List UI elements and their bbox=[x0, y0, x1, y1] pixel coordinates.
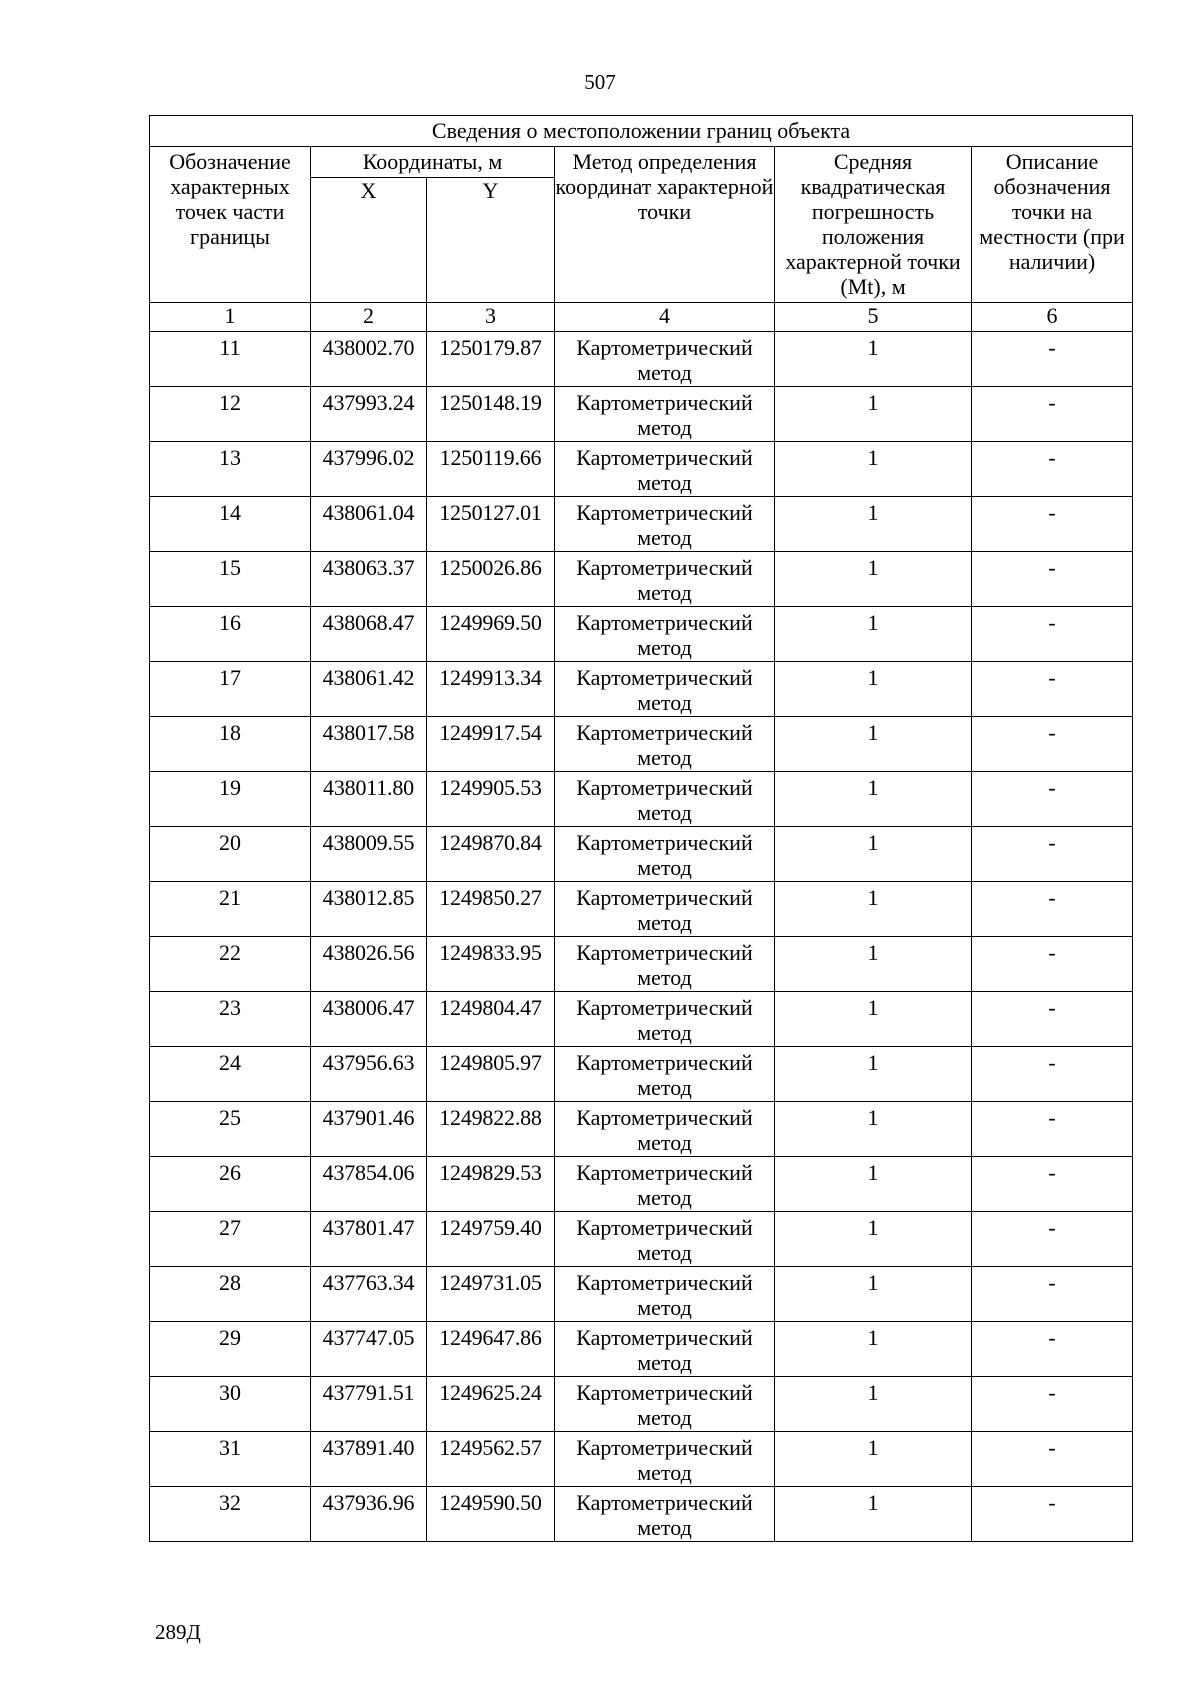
cell-description: - bbox=[972, 1377, 1133, 1432]
cell-y: 1250179.87 bbox=[427, 332, 555, 387]
cell-description: - bbox=[972, 1267, 1133, 1322]
cell-method: Картометрический метод bbox=[555, 717, 775, 772]
table-row bbox=[150, 1212, 1133, 1267]
cell-y: 1249833.95 bbox=[427, 937, 555, 992]
cell-description: - bbox=[972, 607, 1133, 662]
cell-method: Картометрический метод bbox=[555, 1212, 775, 1267]
cell-description: - bbox=[972, 1102, 1133, 1157]
cell-description: - bbox=[972, 937, 1133, 992]
cell-y: 1249647.86 bbox=[427, 1322, 555, 1377]
cell-method: Картометрический метод bbox=[555, 1322, 775, 1377]
cell-y: 1249850.27 bbox=[427, 882, 555, 937]
cell-point: 18 bbox=[150, 717, 311, 772]
cell-error: 1 bbox=[775, 1377, 972, 1432]
cell-y: 1249759.40 bbox=[427, 1212, 555, 1267]
cell-error: 1 bbox=[775, 607, 972, 662]
cell-method: Картометрический метод bbox=[555, 442, 775, 497]
cell-x: 437763.34 bbox=[311, 1267, 427, 1322]
table-row bbox=[150, 1267, 1133, 1322]
cell-error: 1 bbox=[775, 1047, 972, 1102]
cell-point: 17 bbox=[150, 662, 311, 717]
cell-x: 438063.37 bbox=[311, 552, 427, 607]
table-row bbox=[150, 497, 1133, 552]
table-row bbox=[150, 882, 1133, 937]
cell-description: - bbox=[972, 332, 1133, 387]
cell-error: 1 bbox=[775, 497, 972, 552]
cell-description: - bbox=[972, 552, 1133, 607]
cell-point: 12 bbox=[150, 387, 311, 442]
cell-y: 1249905.53 bbox=[427, 772, 555, 827]
cell-method: Картометрический метод bbox=[555, 1157, 775, 1212]
cell-method: Картометрический метод bbox=[555, 1432, 775, 1487]
table-row bbox=[150, 1377, 1133, 1432]
cell-description: - bbox=[972, 387, 1133, 442]
cell-y: 1249913.34 bbox=[427, 662, 555, 717]
cell-point: 11 bbox=[150, 332, 311, 387]
page-number: 507 bbox=[584, 70, 616, 94]
table-row bbox=[150, 552, 1133, 607]
cell-y: 1249870.84 bbox=[427, 827, 555, 882]
cell-error: 1 bbox=[775, 332, 972, 387]
cell-y: 1250148.19 bbox=[427, 387, 555, 442]
table-row bbox=[150, 992, 1133, 1047]
cell-x: 438009.55 bbox=[311, 827, 427, 882]
header-method: Метод определения координат характерной точки bbox=[555, 147, 775, 303]
cell-x: 437901.46 bbox=[311, 1102, 427, 1157]
header-point: Обозначение характерных точек части границы bbox=[150, 147, 311, 303]
cell-method: Картометрический метод bbox=[555, 497, 775, 552]
cell-x: 438061.42 bbox=[311, 662, 427, 717]
cell-error: 1 bbox=[775, 992, 972, 1047]
cell-x: 438002.70 bbox=[311, 332, 427, 387]
cell-y: 1249562.57 bbox=[427, 1432, 555, 1487]
table-caption: Сведения о местоположении границ объекта bbox=[150, 116, 1133, 147]
cell-point: 25 bbox=[150, 1102, 311, 1157]
cell-x: 438006.47 bbox=[311, 992, 427, 1047]
cell-error: 1 bbox=[775, 937, 972, 992]
table-row bbox=[150, 772, 1133, 827]
cell-y: 1249731.05 bbox=[427, 1267, 555, 1322]
cell-description: - bbox=[972, 772, 1133, 827]
column-number: 2 bbox=[311, 303, 427, 332]
cell-error: 1 bbox=[775, 1212, 972, 1267]
cell-method: Картометрический метод bbox=[555, 1267, 775, 1322]
table-row bbox=[150, 1102, 1133, 1157]
cell-x: 437996.02 bbox=[311, 442, 427, 497]
table-row bbox=[150, 717, 1133, 772]
footer-code: 289Д bbox=[155, 1620, 201, 1644]
cell-error: 1 bbox=[775, 442, 972, 497]
cell-x: 438068.47 bbox=[311, 607, 427, 662]
table-row bbox=[150, 1432, 1133, 1487]
boundary-coordinates-table bbox=[149, 115, 1133, 1542]
cell-point: 27 bbox=[150, 1212, 311, 1267]
cell-description: - bbox=[972, 1432, 1133, 1487]
cell-error: 1 bbox=[775, 1432, 972, 1487]
cell-y: 1249804.47 bbox=[427, 992, 555, 1047]
cell-error: 1 bbox=[775, 387, 972, 442]
table-row bbox=[150, 607, 1133, 662]
column-number: 1 bbox=[150, 303, 311, 332]
cell-point: 21 bbox=[150, 882, 311, 937]
cell-method: Картометрический метод bbox=[555, 772, 775, 827]
cell-x: 437956.63 bbox=[311, 1047, 427, 1102]
table-header bbox=[150, 116, 1133, 332]
cell-point: 24 bbox=[150, 1047, 311, 1102]
cell-x: 437801.47 bbox=[311, 1212, 427, 1267]
cell-description: - bbox=[972, 442, 1133, 497]
column-number: 4 bbox=[555, 303, 775, 332]
header-coordinates: Координаты, м bbox=[311, 147, 555, 178]
cell-method: Картометрический метод bbox=[555, 992, 775, 1047]
cell-description: - bbox=[972, 497, 1133, 552]
cell-method: Картометрический метод bbox=[555, 607, 775, 662]
cell-point: 23 bbox=[150, 992, 311, 1047]
boundary-table-container bbox=[149, 115, 1132, 1542]
cell-x: 437936.96 bbox=[311, 1487, 427, 1542]
header-y: Y bbox=[427, 178, 555, 303]
cell-point: 30 bbox=[150, 1377, 311, 1432]
cell-point: 32 bbox=[150, 1487, 311, 1542]
cell-description: - bbox=[972, 1212, 1133, 1267]
cell-description: - bbox=[972, 1157, 1133, 1212]
table-row bbox=[150, 1322, 1133, 1377]
table-row bbox=[150, 1047, 1133, 1102]
cell-method: Картометрический метод bbox=[555, 387, 775, 442]
cell-y: 1250026.86 bbox=[427, 552, 555, 607]
header-error: Средняя квадратическая погрешность положения характерной точки (Mt), м bbox=[775, 147, 972, 303]
cell-x: 437993.24 bbox=[311, 387, 427, 442]
cell-point: 13 bbox=[150, 442, 311, 497]
cell-error: 1 bbox=[775, 717, 972, 772]
cell-x: 438012.85 bbox=[311, 882, 427, 937]
column-number: 6 bbox=[972, 303, 1133, 332]
column-numbers-row bbox=[150, 303, 1133, 332]
cell-error: 1 bbox=[775, 1157, 972, 1212]
cell-point: 31 bbox=[150, 1432, 311, 1487]
cell-y: 1249625.24 bbox=[427, 1377, 555, 1432]
cell-x: 438026.56 bbox=[311, 937, 427, 992]
cell-method: Картометрический метод bbox=[555, 1487, 775, 1542]
header-description: Описание обозначения точки на местности (при наличии) bbox=[972, 147, 1133, 303]
column-number: 3 bbox=[427, 303, 555, 332]
cell-method: Картометрический метод bbox=[555, 827, 775, 882]
cell-x: 437891.40 bbox=[311, 1432, 427, 1487]
cell-description: - bbox=[972, 662, 1133, 717]
table-row bbox=[150, 387, 1133, 442]
cell-x: 437854.06 bbox=[311, 1157, 427, 1212]
cell-point: 29 bbox=[150, 1322, 311, 1377]
table-body bbox=[150, 332, 1133, 1542]
cell-y: 1250119.66 bbox=[427, 442, 555, 497]
cell-x: 438061.04 bbox=[311, 497, 427, 552]
table-row bbox=[150, 332, 1133, 387]
cell-description: - bbox=[972, 717, 1133, 772]
cell-x: 437747.05 bbox=[311, 1322, 427, 1377]
cell-y: 1250127.01 bbox=[427, 497, 555, 552]
cell-y: 1249822.88 bbox=[427, 1102, 555, 1157]
table-row bbox=[150, 442, 1133, 497]
cell-y: 1249969.50 bbox=[427, 607, 555, 662]
cell-error: 1 bbox=[775, 772, 972, 827]
cell-description: - bbox=[972, 1322, 1133, 1377]
cell-point: 16 bbox=[150, 607, 311, 662]
cell-error: 1 bbox=[775, 1322, 972, 1377]
cell-method: Картометрический метод bbox=[555, 937, 775, 992]
table-row bbox=[150, 1157, 1133, 1212]
cell-description: - bbox=[972, 992, 1133, 1047]
cell-x: 438017.58 bbox=[311, 717, 427, 772]
cell-point: 14 bbox=[150, 497, 311, 552]
header-x: X bbox=[311, 178, 427, 303]
cell-method: Картометрический метод bbox=[555, 552, 775, 607]
cell-point: 26 bbox=[150, 1157, 311, 1212]
table-row bbox=[150, 827, 1133, 882]
table-row bbox=[150, 1487, 1133, 1542]
cell-error: 1 bbox=[775, 662, 972, 717]
cell-error: 1 bbox=[775, 1267, 972, 1322]
cell-y: 1249917.54 bbox=[427, 717, 555, 772]
table-row bbox=[150, 937, 1133, 992]
cell-y: 1249805.97 bbox=[427, 1047, 555, 1102]
cell-method: Картометрический метод bbox=[555, 1102, 775, 1157]
table-row bbox=[150, 662, 1133, 717]
cell-point: 19 bbox=[150, 772, 311, 827]
cell-error: 1 bbox=[775, 552, 972, 607]
cell-y: 1249829.53 bbox=[427, 1157, 555, 1212]
cell-method: Картометрический метод bbox=[555, 882, 775, 937]
cell-x: 438011.80 bbox=[311, 772, 427, 827]
cell-point: 15 bbox=[150, 552, 311, 607]
cell-point: 28 bbox=[150, 1267, 311, 1322]
cell-description: - bbox=[972, 882, 1133, 937]
cell-description: - bbox=[972, 1047, 1133, 1102]
cell-error: 1 bbox=[775, 882, 972, 937]
cell-point: 22 bbox=[150, 937, 311, 992]
cell-point: 20 bbox=[150, 827, 311, 882]
cell-error: 1 bbox=[775, 1102, 972, 1157]
cell-error: 1 bbox=[775, 1487, 972, 1542]
column-number: 5 bbox=[775, 303, 972, 332]
cell-description: - bbox=[972, 827, 1133, 882]
cell-method: Картометрический метод bbox=[555, 332, 775, 387]
cell-x: 437791.51 bbox=[311, 1377, 427, 1432]
cell-method: Картометрический метод bbox=[555, 662, 775, 717]
cell-y: 1249590.50 bbox=[427, 1487, 555, 1542]
cell-description: - bbox=[972, 1487, 1133, 1542]
cell-error: 1 bbox=[775, 827, 972, 882]
cell-method: Картометрический метод bbox=[555, 1047, 775, 1102]
cell-method: Картометрический метод bbox=[555, 1377, 775, 1432]
